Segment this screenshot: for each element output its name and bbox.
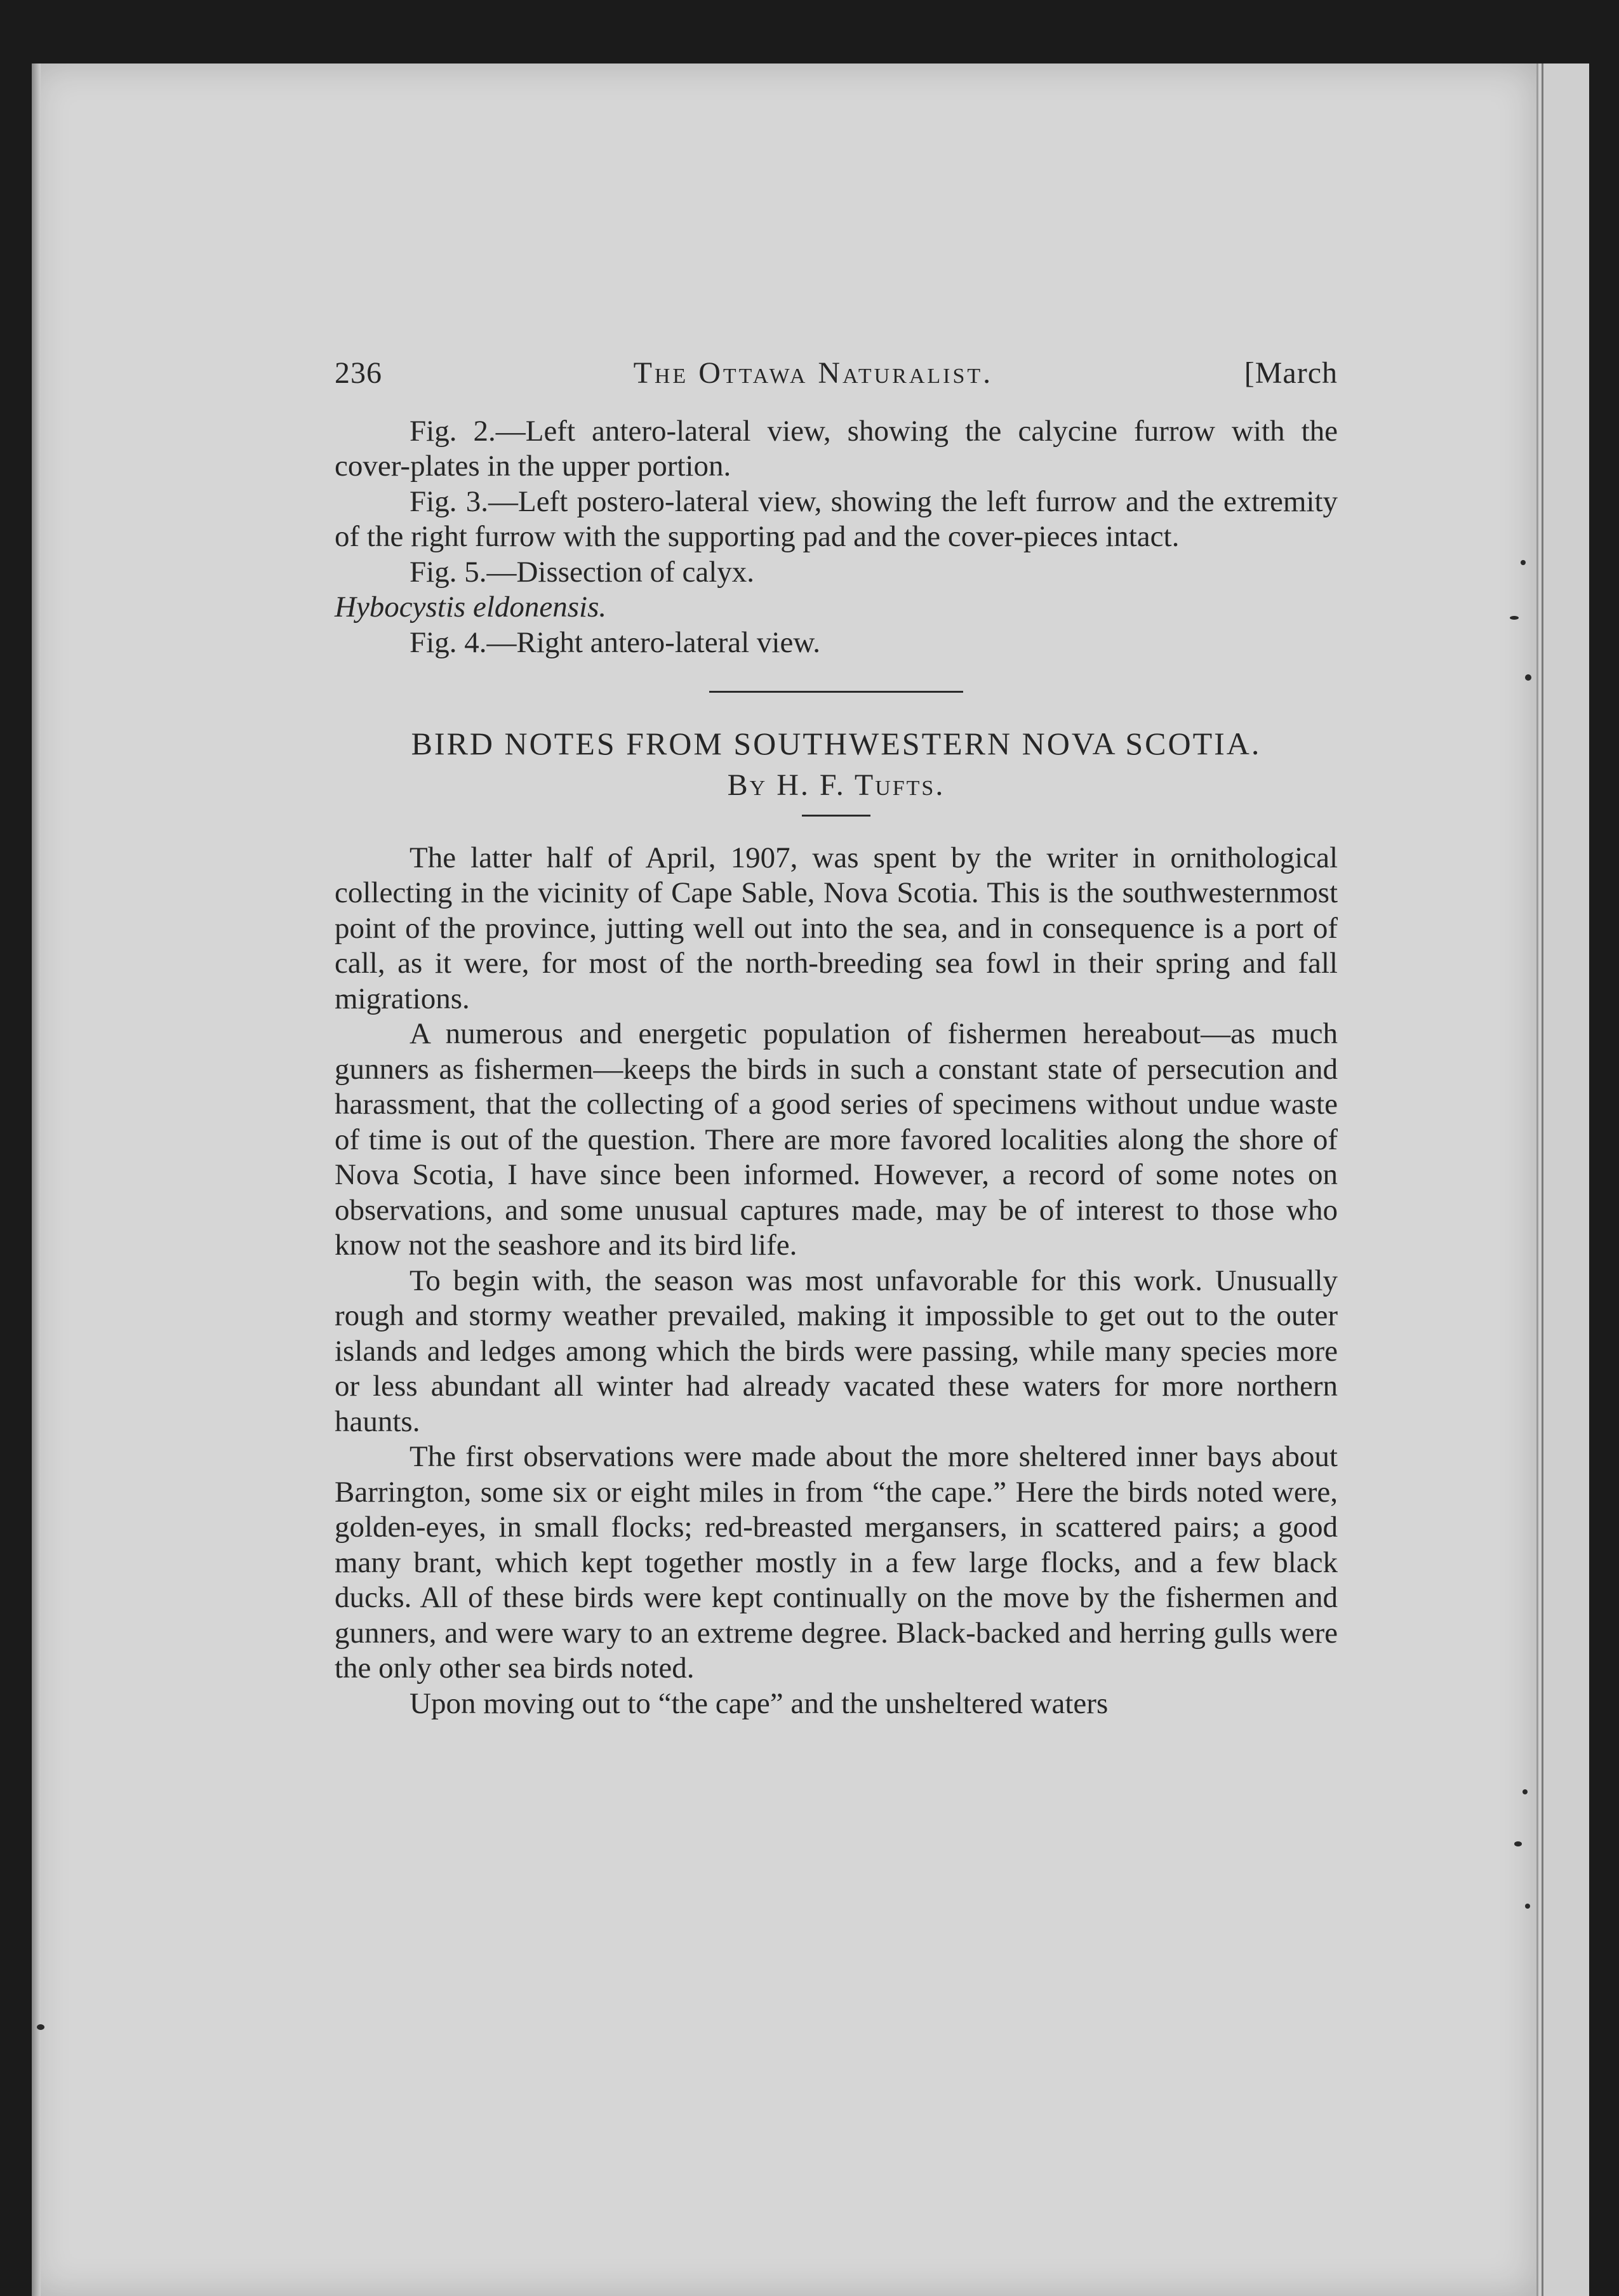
figure-caption: Fig. 5.—Dissection of calyx. [410,555,755,589]
scan-speck [1522,1789,1528,1794]
scan-speck [1525,1904,1530,1909]
journal-title: The Ottawa Naturalist. [633,356,994,390]
figure-caption: Fig. 2.—Left antero-lateral view, showing the calycine furrow with the cover-plates in the upper portion. [335,414,1338,483]
body-paragraph: The first observations were made about the more sheltered inner bays about Barrington, some six or eight miles in from “the cape.” Here the birds noted were, golden-eyes, in small flocks; red-breasted mergansers, in scattered pairs; a good many brant, which kept together mostly in a few large flocks, and a few black ducks. All of these birds were kept continually on the move by the fishermen and gunners, and were wary to an extreme degree. Black-backed and herring gulls were the only other sea birds noted. [335,1440,1338,1685]
figure-caption: Fig. 3.—Left postero-lateral view, showing the left furrow and the extremity of the right furrow with the supporting pad and the cover-pieces intact. [335,484,1338,553]
scan-speck [1510,616,1519,620]
article-title: BIRD NOTES FROM SOUTHWESTERN NOVA SCOTIA. [411,726,1262,761]
species-name: Hybocystis eldonensis. [335,591,607,624]
figure-caption: Fig. 4.—Right antero-lateral view. [410,625,820,659]
byline-divider [802,815,870,817]
article-body [335,841,1338,1722]
page-fold-line [1542,63,1543,2296]
running-head [335,356,1338,391]
page-number: 236 [335,356,382,390]
body-paragraph: Upon moving out to “the cape” and the unsheltered waters [410,1686,1109,1720]
scan-speck [1514,1841,1522,1846]
article-byline: By H. F. Tufts. [727,768,945,802]
scan-speck [1521,560,1526,565]
body-paragraph: To begin with, the season was most unfavorable for this work. Unusually rough and stormy weather prevailed, making it impossible to get out to the outer islands and ledges among which the birds were passing, while many species more or less abundant all winter had already vacated these waters for more northern haunts. [335,1264,1338,1438]
section-divider [709,691,963,693]
scan-speck [1525,674,1531,681]
body-paragraph: The latter half of April, 1907, was spent by the writer in ornithological collecting in the vicinity of Cape Sable, Nova Scotia. This is the southwesternmost point of the province, jutting well out into the sea, and in consequence is a port of call, as it were, for most of the north-breeding sea fowl in their spring and fall migrations. [335,841,1338,1015]
page-content [335,356,1338,1721]
adjacent-page-edge [1536,63,1589,2296]
page-left-edge [32,63,41,2296]
body-paragraph: A numerous and energetic population of fishermen hereabout—as much gunners as fishermen—keeps the birds in such a constant state of persecution and harassment, that the collecting of a good series of specimens without undue waste of time is out of the question. There are more favored localities along the shore of Nova Scotia, I have since been informed. However, a record of some notes on observations, and some unusual captures made, may be of interest to those who know not the seashore and its bird life. [335,1017,1338,1262]
running-head-month: [March [1244,356,1338,390]
scan-speck [37,2024,44,2030]
